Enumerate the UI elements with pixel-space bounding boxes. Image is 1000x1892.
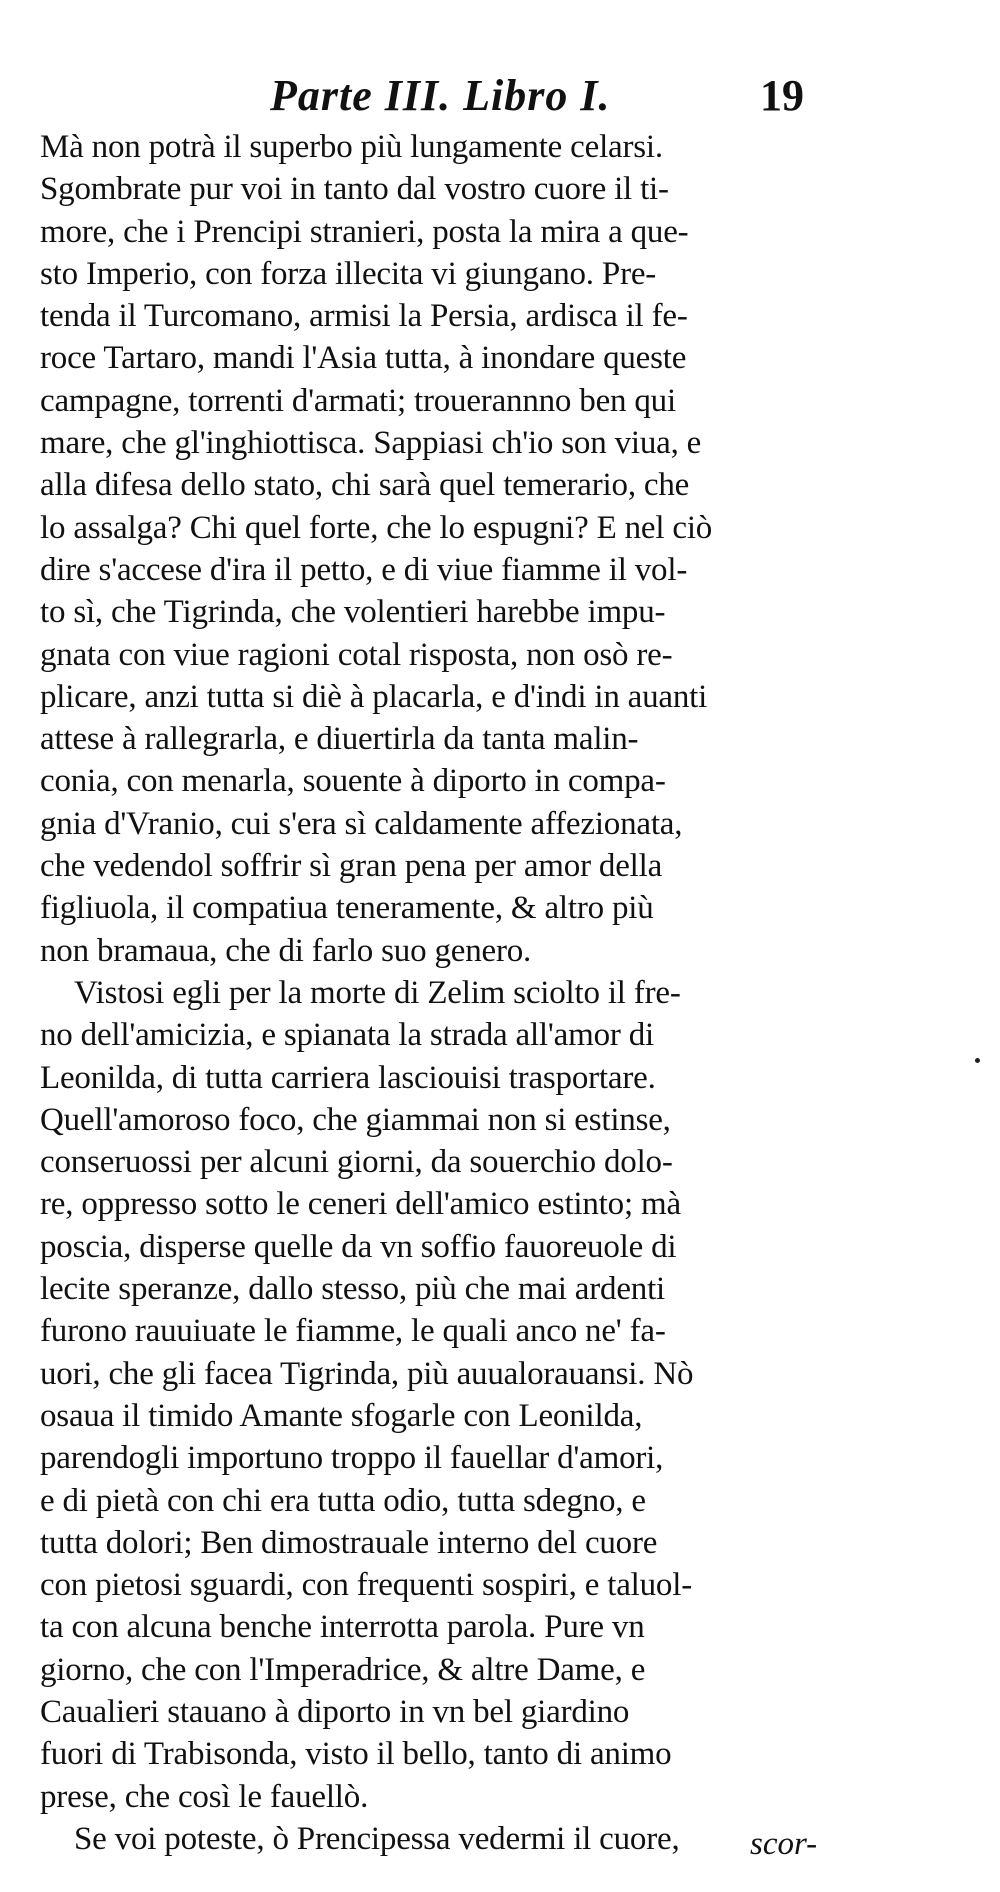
text-line: Sgombrate pur voi in tanto dal vostro cuore il ti- (40, 171, 669, 208)
text-line: lecite speranze, dallo stesso, più che mai ardenti (40, 1271, 666, 1308)
text-line: sto Imperio, con forza illecita vi giungano. Pre- (40, 255, 657, 292)
text-line: e di pietà con chi era tutta odio, tutta sdegno, e (40, 1482, 646, 1519)
text-line: attese à rallegrarla, e diuertirla da tanta malin- (40, 721, 639, 758)
text-line: tenda il Turcomano, armisi la Persia, ardisca il fe- (40, 298, 688, 335)
text-line: more, che i Prencipi stranieri, posta la mira a que- (40, 213, 689, 250)
text-line: furono rauuiuate le fiamme, le quali anco ne' fa- (40, 1313, 666, 1350)
text-line: ta con alcuna benche interrotta parola. Pure vn (40, 1609, 645, 1646)
text-line: no dell'amicizia, e spianata la strada all'amor di (40, 1017, 654, 1054)
text-line: conseruossi per alcuni giorni, da souerchio dolo- (40, 1144, 673, 1181)
text-line: Quell'amoroso foco, che giammai non si estinse, (40, 1101, 671, 1138)
text-line: che vedendol soffrir sì gran pena per amor della (40, 848, 663, 885)
page-header (260, 70, 900, 130)
paragraph-start-line: Se voi poteste, ò Prencipessa vedermi il cuore, (74, 1820, 680, 1857)
text-line: fuori di Trabisonda, visto il bello, tanto di animo (40, 1736, 672, 1773)
text-line: plicare, anzi tutta si diè à placarla, e d'indi in auanti (40, 678, 708, 715)
page-number: 19 (760, 71, 804, 120)
text-line: to sì, che Tigrinda, che volentieri harebbe impu- (40, 594, 666, 631)
text-line: lo assalga? Chi quel forte, che lo espugni? E nel ciò (40, 509, 713, 546)
text-line: conia, con menarla, souente à diporto in compa- (40, 763, 666, 800)
text-line: campagne, torrenti d'armati; trouerannno ben qui (40, 382, 676, 419)
running-title: Parte III. Libro I. (270, 71, 611, 120)
text-line: roce Tartaro, mandi l'Asia tutta, à inondare queste (40, 340, 687, 377)
text-line: alla difesa dello stato, chi sarà quel temerario, che (40, 467, 690, 504)
text-line: giorno, che con l'Imperadrice, & altre Dame, e (40, 1651, 646, 1688)
text-line: figliuola, il compatiua teneramente, & altro più (40, 890, 654, 927)
text-line: gnata con viue ragioni cotal risposta, non osò re- (40, 636, 673, 673)
text-line: re, oppresso sotto le ceneri dell'amico estinto; mà (40, 1186, 681, 1223)
text-line: uori, che gli facea Tigrinda, più auualorauansi. Nò (40, 1355, 694, 1392)
text-line: parendogli importuno troppo il fauellar d'amori, (40, 1440, 664, 1477)
paragraph-start-line: Vistosi egli per la morte di Zelim sciolto il fre- (74, 974, 681, 1011)
text-line: prese, che così le fauellò. (40, 1778, 369, 1815)
text-line: con pietosi sguardi, con frequenti sospiri, e taluol- (40, 1567, 692, 1604)
text-line: Caualieri stauano à diporto in vn bel giardino (40, 1693, 630, 1730)
text-line: tutta dolori; Ben dimostrauale interno del cuore (40, 1524, 658, 1561)
text-line: osaua il timido Amante sfogarle con Leonilda, (40, 1397, 643, 1434)
ink-speck (975, 1058, 980, 1063)
text-line: gnia d'Vranio, cui s'era sì caldamente affezionata, (40, 805, 683, 842)
text-line: poscia, disperse quelle da vn soffio fauoreuole di (40, 1228, 677, 1265)
body-text (40, 126, 900, 1860)
text-line: non bramaua, che di farlo suo genero. (40, 932, 532, 969)
text-line: mare, che gl'inghiottisca. Sappiasi ch'io son viua, e (40, 425, 702, 462)
catchword: scor- (750, 1826, 818, 1862)
text-line: Mà non potrà il superbo più lungamente celarsi. (40, 129, 663, 165)
text-line: dire s'accese d'ira il petto, e di viue fiamme il vol- (40, 551, 688, 588)
text-line: Leonilda, di tutta carriera lasciouisi trasportare. (40, 1059, 656, 1096)
